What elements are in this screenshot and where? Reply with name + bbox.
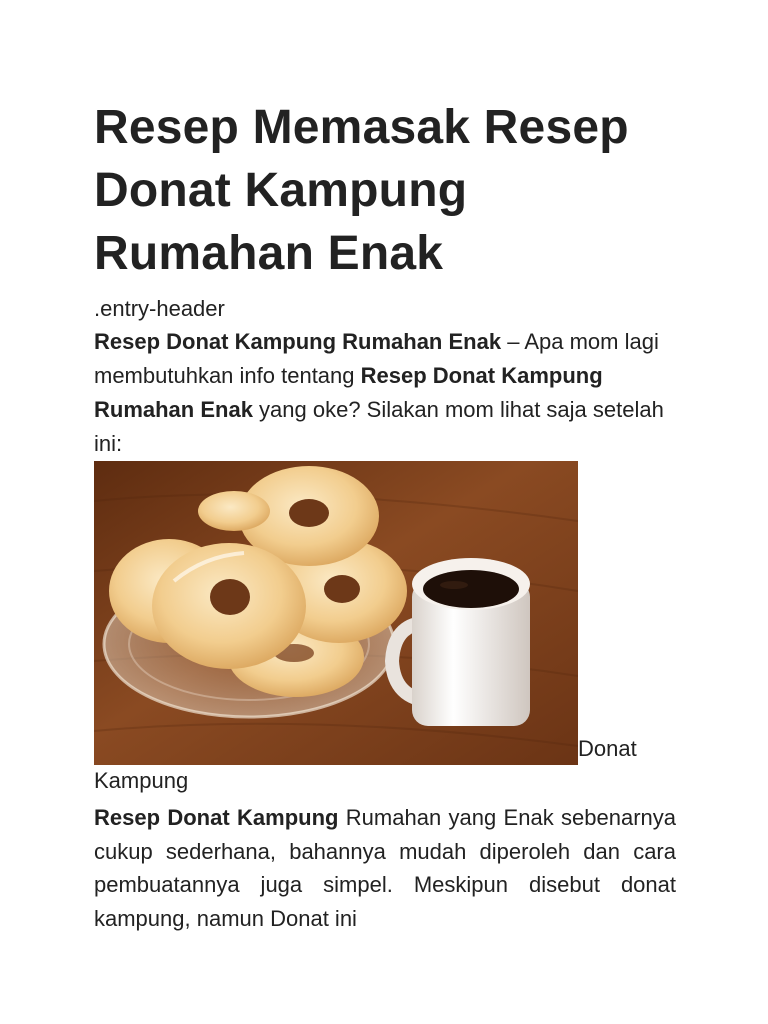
body-bold-keyword: Resep Donat Kampung (94, 805, 339, 830)
image-caption: Donat Kampung (94, 736, 637, 793)
intro-text-2: yang oke? Silakan mom lihat saja setelah ini: (94, 397, 664, 456)
donut-coffee-photo (94, 461, 578, 765)
intro-bold-keyword-2: Resep Donat Kampung Rumahan Enak (94, 363, 603, 422)
page-title: Resep Memasak Resep Donat Kampung Rumahan Enak (94, 101, 629, 280)
intro-bold-keyword: Resep Donat Kampung Rumahan Enak (94, 329, 502, 354)
figure (94, 461, 676, 797)
body-paragraph (94, 801, 676, 935)
body-text: Rumahan yang Enak sebenarnya cukup sederhana, bahannya mudah diperoleh dan cara pembuatannya juga simpel. Meskipun disebut donat kampung, namun Donat ini (94, 805, 676, 931)
entry-header-marker: .entry-header (94, 296, 225, 321)
article (94, 96, 676, 935)
intro-text: – Apa mom lagi membutuhkan info tentang (94, 329, 659, 388)
intro-paragraph (94, 325, 664, 461)
